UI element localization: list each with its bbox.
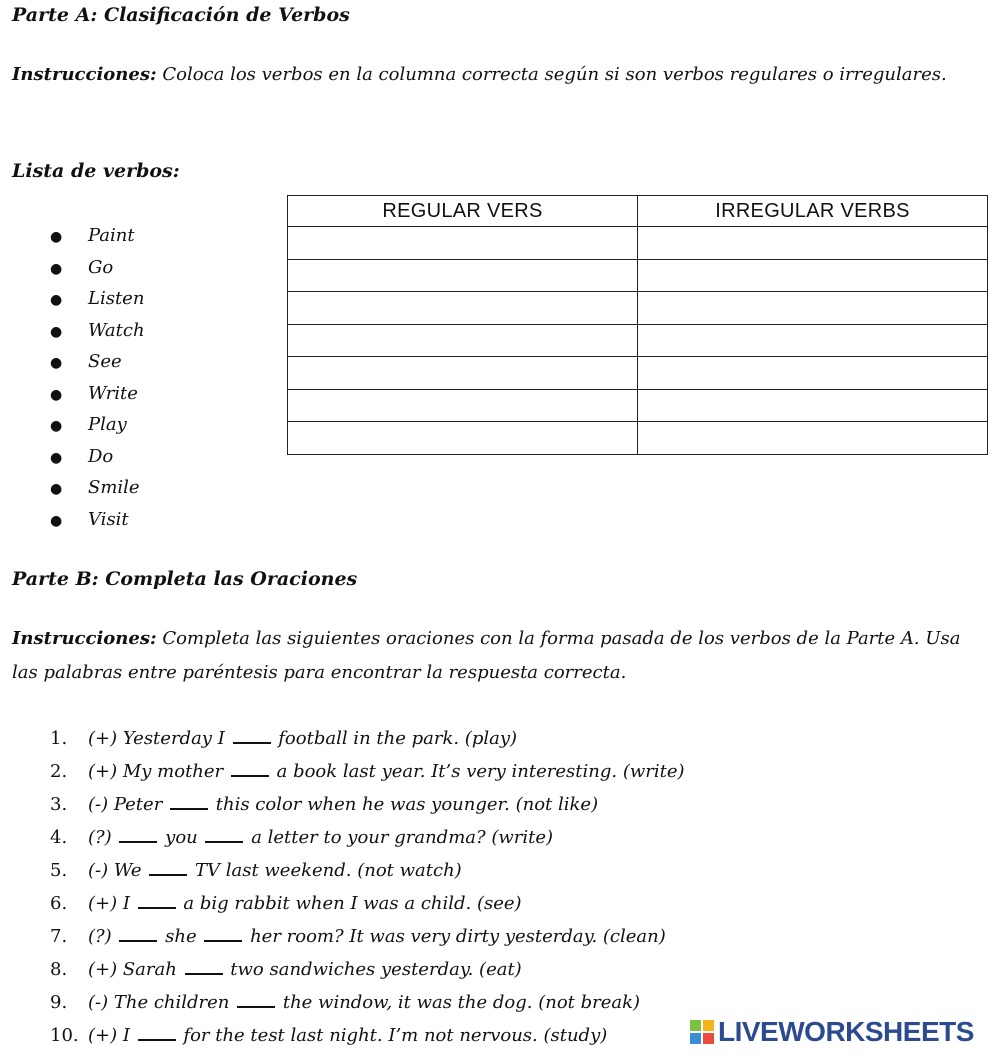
table-row bbox=[288, 422, 988, 455]
bullet-icon: ● bbox=[50, 418, 63, 434]
answer-blank[interactable] bbox=[149, 856, 187, 876]
table-row bbox=[288, 389, 988, 422]
regular-verb-cell bbox=[288, 357, 638, 390]
verb-text: Watch bbox=[88, 319, 145, 341]
answer-blank[interactable] bbox=[185, 955, 223, 975]
sentence-text: the window, it was the dog. (not break) bbox=[277, 992, 641, 1013]
bullet-icon: ● bbox=[50, 449, 63, 466]
verb-text: See bbox=[88, 351, 122, 372]
regular-verb-cell bbox=[288, 259, 638, 292]
bullet-icon: ● bbox=[50, 292, 63, 308]
sentence-number: 10. bbox=[50, 1025, 79, 1046]
verb-list-item bbox=[50, 504, 145, 536]
logo-tile bbox=[690, 1020, 701, 1031]
sentence-text: (+) I bbox=[88, 1025, 136, 1046]
sentence-item bbox=[50, 755, 685, 788]
irregular-verb-cell bbox=[638, 324, 988, 357]
classification-table bbox=[287, 195, 988, 455]
verb-list-title: Lista de verbos: bbox=[12, 160, 180, 182]
bullet-icon: ● bbox=[50, 323, 63, 340]
sentence-number: 5. bbox=[50, 860, 68, 881]
sentence-text: TV last weekend. (not watch) bbox=[189, 860, 462, 881]
sentence-number: 1. bbox=[50, 728, 68, 749]
regular-verb-cell bbox=[288, 227, 638, 260]
regular-verb-cell bbox=[288, 292, 638, 325]
verb-list-item bbox=[50, 409, 145, 441]
bullet-icon: ● bbox=[50, 355, 63, 371]
bullet-icon: ● bbox=[50, 260, 63, 277]
irregular-verbs-header: IRREGULAR VERBS bbox=[638, 196, 988, 227]
sentence-text: (-) Peter bbox=[88, 794, 169, 815]
irregular-verb-cell bbox=[638, 357, 988, 390]
sentence-text: a book last year. It’s very interesting. (write) bbox=[270, 761, 685, 782]
part-b-title: Parte B: Completa las Oraciones bbox=[12, 568, 358, 590]
liveworksheets-brand bbox=[690, 1016, 974, 1048]
table-row bbox=[288, 324, 988, 357]
verb-list-item bbox=[50, 283, 145, 315]
answer-blank[interactable] bbox=[138, 889, 176, 909]
sentence-item bbox=[50, 986, 685, 1019]
table-row bbox=[288, 357, 988, 390]
answer-blank[interactable] bbox=[119, 922, 157, 942]
table-row bbox=[288, 292, 988, 325]
answer-blank[interactable] bbox=[204, 922, 242, 942]
liveworksheets-logo-icon bbox=[690, 1020, 714, 1044]
regular-verb-input[interactable] bbox=[288, 227, 637, 259]
sentence-text: (+) I bbox=[88, 893, 136, 914]
verb-list-item bbox=[50, 441, 145, 473]
sentence-number: 4. bbox=[50, 827, 68, 848]
regular-verb-input[interactable] bbox=[288, 422, 637, 454]
sentence-text: (+) My mother bbox=[88, 761, 229, 782]
answer-blank[interactable] bbox=[237, 988, 275, 1008]
sentence-item bbox=[50, 953, 685, 986]
irregular-verb-cell bbox=[638, 292, 988, 325]
bullet-icon: ● bbox=[50, 481, 63, 497]
verb-text: Paint bbox=[88, 225, 135, 246]
regular-verbs-header: REGULAR VERS bbox=[288, 196, 638, 227]
table-row bbox=[288, 227, 988, 260]
verb-text: Play bbox=[88, 414, 127, 435]
sentence-text: two sandwiches yesterday. (eat) bbox=[224, 959, 522, 980]
regular-verb-input[interactable] bbox=[288, 390, 637, 422]
sentence-text: (+) Sarah bbox=[88, 959, 183, 980]
answer-blank[interactable] bbox=[233, 724, 271, 744]
irregular-verb-input[interactable] bbox=[638, 227, 987, 259]
sentence-text: a letter to your grandma? (write) bbox=[245, 827, 554, 848]
irregular-verb-input[interactable] bbox=[638, 292, 987, 324]
verb-list-item bbox=[50, 472, 145, 504]
answer-blank[interactable] bbox=[205, 823, 243, 843]
irregular-verb-cell bbox=[638, 259, 988, 292]
sentence-text: (+) Yesterday I bbox=[88, 728, 231, 749]
verb-list-item bbox=[50, 315, 145, 347]
bullet-icon: ● bbox=[50, 386, 63, 403]
regular-verb-cell bbox=[288, 389, 638, 422]
regular-verb-cell bbox=[288, 324, 638, 357]
irregular-verb-cell bbox=[638, 227, 988, 260]
irregular-verb-cell bbox=[638, 389, 988, 422]
sentence-number: 6. bbox=[50, 893, 68, 914]
sentence-list bbox=[50, 722, 685, 1052]
sentence-item bbox=[50, 788, 685, 821]
table-row bbox=[288, 259, 988, 292]
sentence-text: (-) We bbox=[88, 860, 148, 881]
answer-blank[interactable] bbox=[138, 1021, 176, 1041]
part-b-instructions-label: Instrucciones: bbox=[12, 628, 157, 649]
brand-text: LIVEWORKSHEETS bbox=[718, 1016, 974, 1047]
sentence-item bbox=[50, 821, 685, 854]
regular-verb-input[interactable] bbox=[288, 357, 637, 389]
verb-text: Go bbox=[88, 256, 114, 278]
verb-text: Smile bbox=[88, 477, 140, 498]
regular-verb-cell bbox=[288, 422, 638, 455]
sentence-number: 3. bbox=[50, 794, 68, 815]
irregular-verb-input[interactable] bbox=[638, 390, 987, 422]
sentence-number: 2. bbox=[50, 761, 68, 782]
irregular-verb-input[interactable] bbox=[638, 260, 987, 292]
part-b-instructions-text: Completa las siguientes oraciones con la forma pasada de los verbos de la Parte A. Usa las palabras entre paréntesis para encontrar la respuesta correcta. bbox=[12, 628, 961, 683]
irregular-verb-cell bbox=[638, 422, 988, 455]
regular-verb-input[interactable] bbox=[288, 260, 637, 292]
sentence-text: for the test last night. I’m not nervous. (study) bbox=[177, 1025, 608, 1046]
bullet-icon: ● bbox=[50, 512, 63, 529]
part-b-instructions bbox=[12, 622, 972, 690]
part-a-title: Parte A: Clasificación de Verbos bbox=[12, 4, 350, 26]
answer-blank[interactable] bbox=[170, 790, 208, 810]
verb-list-item bbox=[50, 220, 145, 252]
logo-tile bbox=[703, 1020, 714, 1031]
logo-tile bbox=[703, 1033, 714, 1044]
verb-text: Do bbox=[88, 445, 114, 467]
answer-blank[interactable] bbox=[231, 757, 269, 777]
sentence-text: (?) bbox=[88, 827, 118, 848]
sentence-number: 7. bbox=[50, 926, 68, 947]
irregular-verb-input[interactable] bbox=[638, 422, 987, 454]
sentence-text: football in the park. (play) bbox=[272, 728, 518, 749]
verb-list-item bbox=[50, 378, 145, 410]
answer-blank[interactable] bbox=[119, 823, 157, 843]
verb-list-item bbox=[50, 252, 145, 284]
sentence-item bbox=[50, 920, 685, 953]
sentence-text: her room? It was very dirty yesterday. (clean) bbox=[244, 926, 666, 947]
part-a-instructions-label: Instrucciones: bbox=[12, 64, 157, 85]
part-a-instructions bbox=[12, 58, 972, 92]
sentence-text: this color when he was younger. (not like) bbox=[210, 794, 599, 815]
part-a-instructions-text: Coloca los verbos en la columna correcta según si son verbos regulares o irregulares. bbox=[156, 64, 947, 85]
sentence-text: (?) bbox=[88, 926, 118, 947]
verb-text: Visit bbox=[88, 508, 129, 530]
regular-verb-input[interactable] bbox=[288, 292, 637, 324]
regular-verb-input[interactable] bbox=[288, 325, 637, 357]
verb-text: Listen bbox=[88, 288, 145, 309]
sentence-text: (-) The children bbox=[88, 992, 236, 1013]
sentence-item bbox=[50, 854, 685, 887]
sentence-number: 9. bbox=[50, 992, 68, 1013]
irregular-verb-input[interactable] bbox=[638, 357, 987, 389]
sentence-text: she bbox=[159, 926, 203, 947]
verb-text: Write bbox=[88, 382, 138, 404]
irregular-verb-input[interactable] bbox=[638, 325, 987, 357]
sentence-text: you bbox=[159, 827, 204, 848]
bullet-icon: ● bbox=[50, 229, 63, 245]
verb-list-item bbox=[50, 346, 145, 378]
sentence-text: a big rabbit when I was a child. (see) bbox=[177, 893, 522, 914]
logo-tile bbox=[690, 1033, 701, 1044]
verb-list bbox=[50, 220, 145, 535]
sentence-number: 8. bbox=[50, 959, 68, 980]
sentence-item bbox=[50, 887, 685, 920]
sentence-item bbox=[50, 722, 685, 755]
sentence-item bbox=[50, 1019, 685, 1052]
